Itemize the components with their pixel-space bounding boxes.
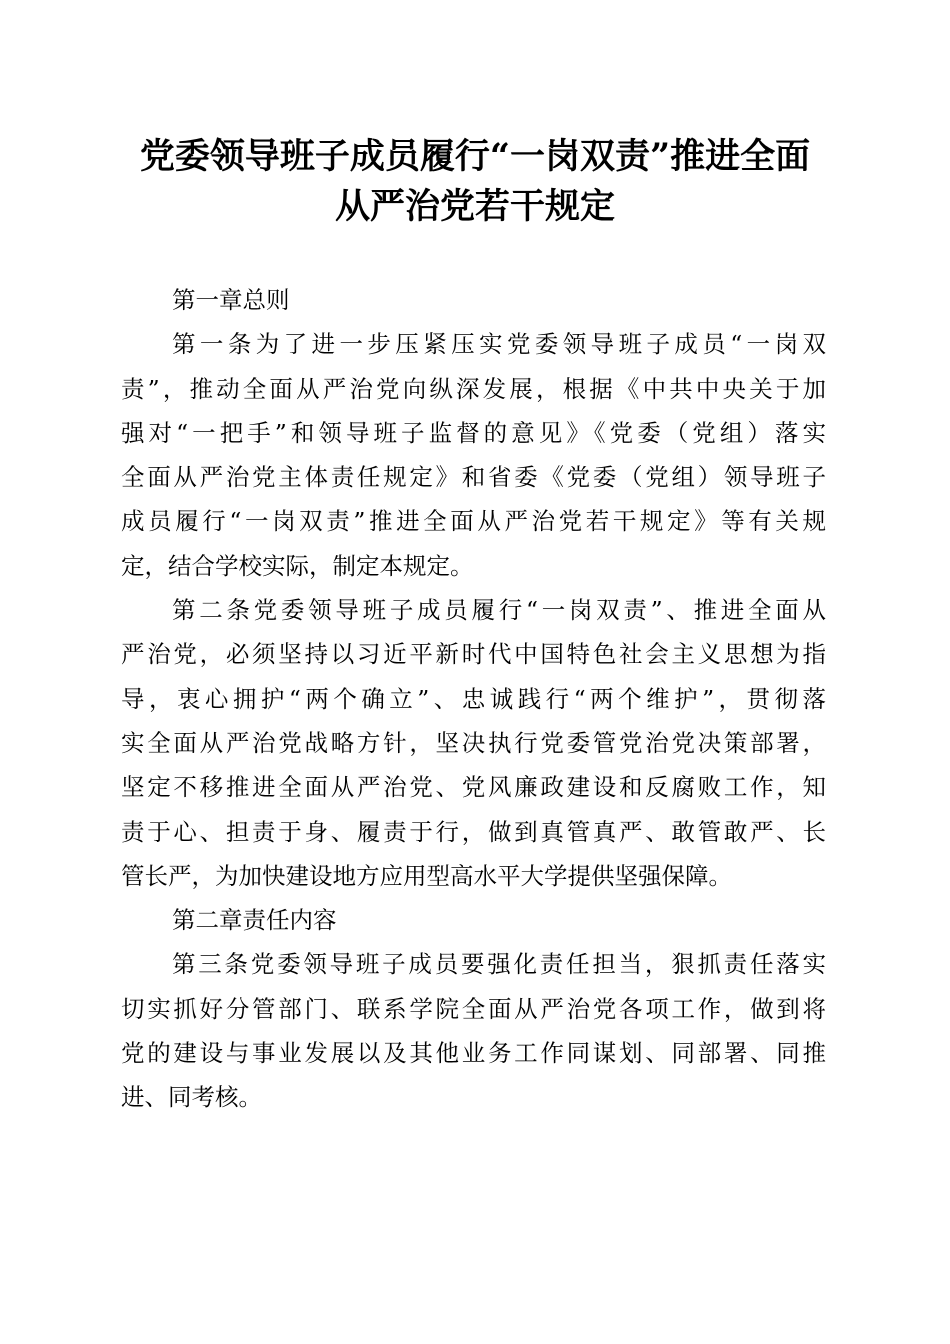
- article-1-line-3: 强对“一把手”和领导班子监督的意见》《党委（党组）落实: [121, 418, 826, 447]
- document-body: [121, 278, 826, 1120]
- article-2-line-1: 第二条党委领导班子成员履行“一岗双责”、推进全面从: [172, 596, 826, 625]
- article-1-line-6: 定，结合学校实际，制定本规定。: [121, 551, 474, 580]
- chapter-heading-1: 第一章总则: [172, 286, 290, 314]
- article-1-line-1: 第一条为了进一步压紧压实党委领导班子成员“一岗双: [172, 330, 826, 359]
- article-2-line-3: 导，衷心拥护“两个确立”、忠诚践行“两个维护”，贯彻落: [121, 684, 826, 713]
- article-1-line-2: 责”，推动全面从严治党向纵深发展，根据《中共中央关于加: [121, 374, 826, 403]
- document-title: [100, 132, 850, 232]
- title-line-2: 从严治党若干规定: [334, 186, 615, 227]
- article-3-line-2: 切实抓好分管部门、联系学院全面从严治党各项工作，做到将: [121, 994, 826, 1023]
- article-2-line-7: 管长严，为加快建设地方应用型高水平大学提供坚强保障。: [121, 861, 732, 890]
- article-1-line-4: 全面从严治党主体责任规定》和省委《党委（党组）领导班子: [121, 463, 826, 492]
- chapter-heading-2: 第二章责任内容: [172, 906, 337, 935]
- article-2-line-6: 责于心、担责于身、履责于行，做到真管真严、敢管敢严、长: [121, 817, 826, 846]
- article-2-line-4: 实全面从严治党战略方针，坚决执行党委管党治党决策部署，: [121, 728, 826, 757]
- article-3-line-1: 第三条党委领导班子成员要强化责任担当，狠抓责任落实: [172, 950, 826, 979]
- article-1-line-5: 成员履行“一岗双责”推进全面从严治党若干规定》等有关规: [121, 507, 826, 536]
- article-3-line-3: 党的建设与事业发展以及其他业务工作同谋划、同部署、同推: [121, 1039, 826, 1068]
- article-3-line-4: 进、同考核。: [121, 1083, 262, 1112]
- article-2-line-5: 坚定不移推进全面从严治党、党风廉政建设和反腐败工作，知: [121, 773, 826, 802]
- article-2-line-2: 严治党，必须坚持以习近平新时代中国特色社会主义思想为指: [121, 640, 826, 669]
- title-line-1: 党委领导班子成员履行“一岗双责”推进全面: [139, 136, 811, 177]
